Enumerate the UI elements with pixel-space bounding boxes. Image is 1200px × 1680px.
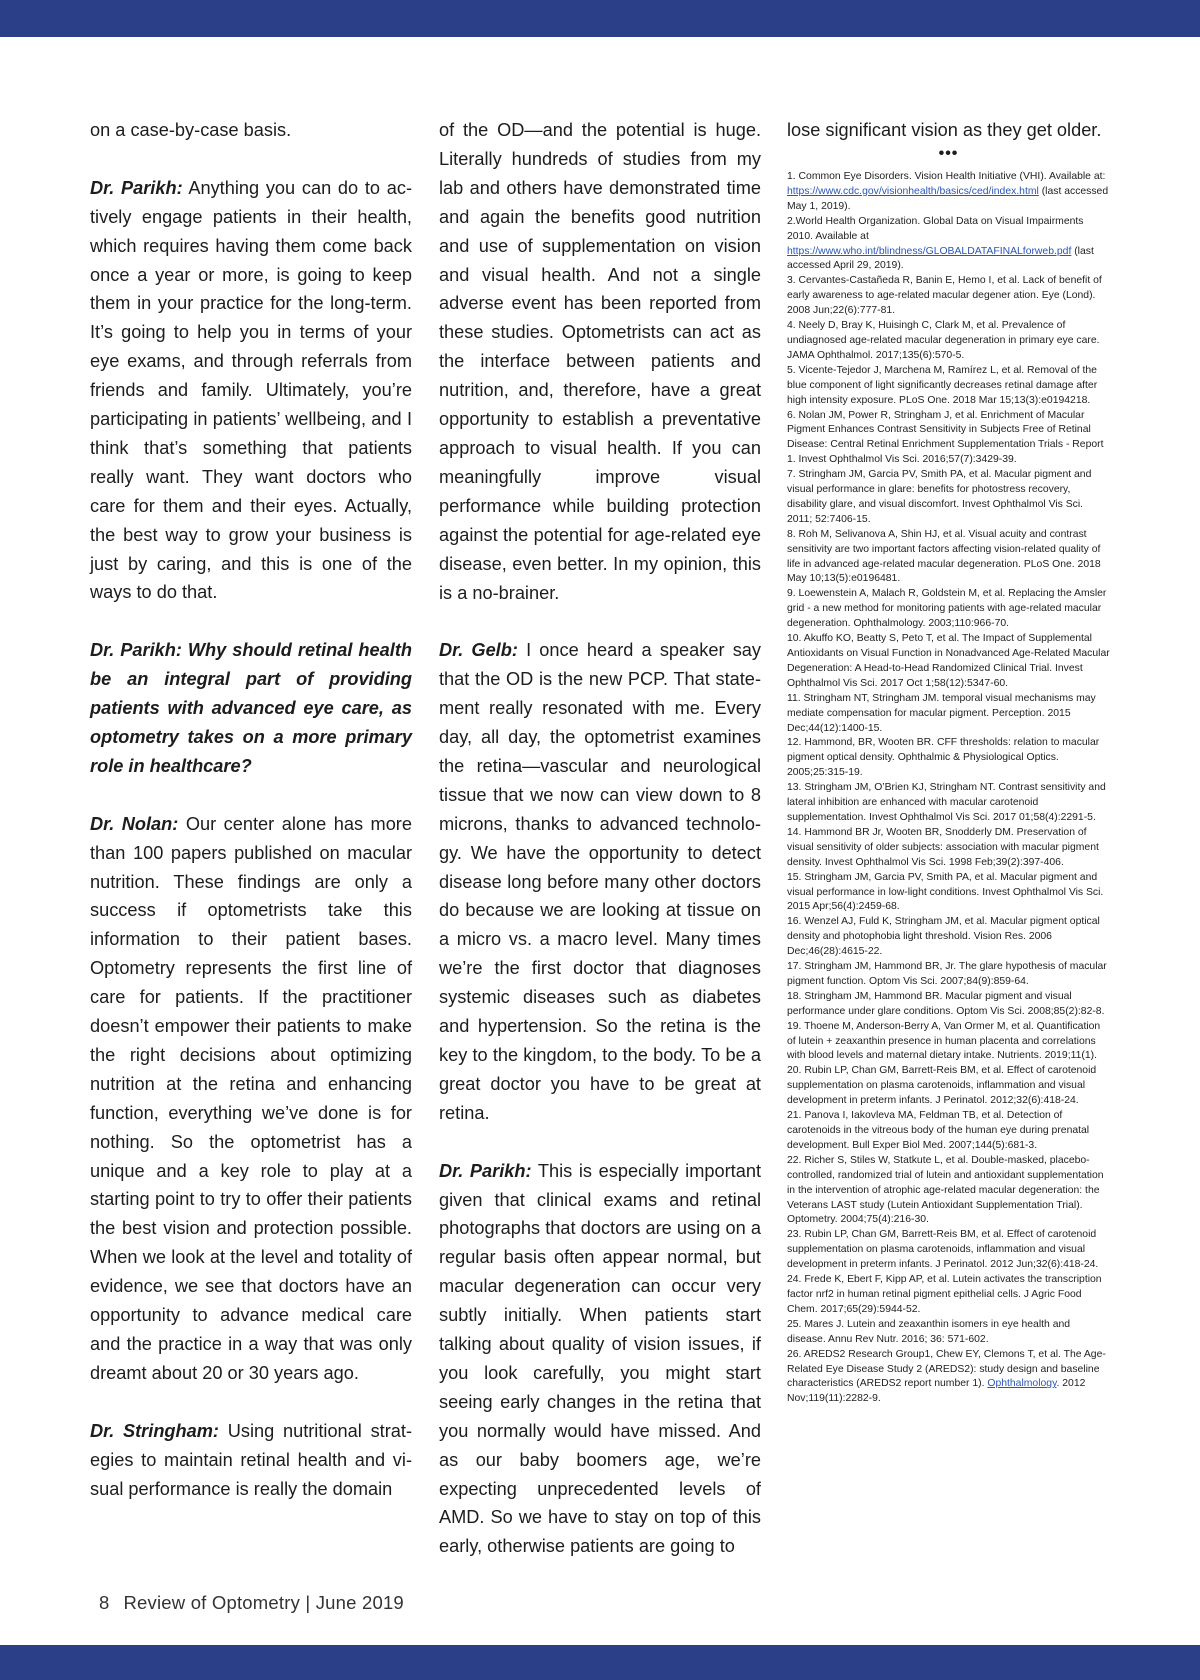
paragraph [90, 116, 412, 145]
section-end-dots: ••• [938, 145, 959, 162]
reference-item: 9. Loewenstein A, Malach R, Goldstein M, et al. Replacing the Amsler grid - a new method for monitoring patients with age-related macular degeneration. Ophthalmology. 2003;110:966-70. [787, 588, 1107, 630]
reference-item: 22. Richer S, Stiles W, Statkute L, et al. Double-masked, placebo-controlled, randomized trial of lutein and antioxidant supplementation in the intervention of atrophic age-related macular degeneration: the Veterans LAST study (Lutein Antioxidant Supplementation Trial). Optometry. 2004;75(4):216-30. [787, 1154, 1104, 1226]
paragraph-text: Our center alone has more than 100 papers published on macular nutrition. These findings are only a success if optometrists take this information to their patient bases. Optometry represents the first line of care for patients. If the practitioner doesn’t empower their patients to make the right decisions about optimizing nutrition at the retina and enhancing function, everything we’ve done is for nothing. So the optometrist has a unique and a key role to play at a starting point to try to offer their patients the best vision and protection possible. When we look at the level and totality of evidence, we see that doctors have an opportunity to advance medical care and the practice in a way that was only dreamt about 20 or 30 years ago. [90, 813, 412, 1383]
reference-item: 20. Rubin LP, Chan GM, Barrett-Reis BM, et al. Effect of carotenoid supplementation on plasma carotenoids, inflammation and visual development in preterm infants. J Perinatol. 2012;32(6):418-24. [787, 1065, 1097, 1107]
column-1 [90, 116, 412, 1503]
paragraph [439, 636, 761, 1127]
publication-name: Review of Optometry | June 2019 [123, 1592, 404, 1613]
paragraph [439, 1157, 761, 1562]
paragraph-text: Using nutritional strategies to maintain retinal health and visual performance is really the domain [90, 1420, 413, 1499]
reference-item: 17. Stringham JM, Hammond BR, Jr. The glare hypothesis of macular pigment function. Optom Vis Sci. 2007;84(9):859-64. [787, 961, 1107, 987]
top-banner-bar [0, 0, 1200, 37]
reference-item: 19. Thoene M, Anderson-Berry A, Van Ormer M, et al. Quantification of lutein + zeaxanthin presence in human placenta and correlations with blood levels and maternal dietary intake. Nutrients. 2019;11(1). [787, 1020, 1101, 1062]
interview-question: Dr. Parikh: Why should retinal health be an integral part of providing patients with advanced eye care, as optometry takes on a more primary role in healthcare? [90, 640, 412, 776]
paragraph-text: of the OD—and the potential is huge. Literally hundreds of studies from my lab and others have demonstrated time and again the benefits good nutrition and use of supplementation on vision and visual health. And not a single adverse event has been reported from these studies. Optometrists can act as the interface between patients and nutrition, and, therefore, have a great opportunity to establish a preventative approach to visual health. If you can meaningfully improve visual performance while building protection against the potential for age-related eye disease, even better. In my opinion, this is a no-brainer. [439, 120, 761, 603]
column-3 [787, 116, 1110, 1407]
bottom-banner-bar [0, 1645, 1200, 1680]
speaker-name: Dr. Parikh: [439, 1160, 532, 1181]
page-footer [99, 1592, 404, 1614]
page-number: 8 [99, 1592, 110, 1613]
reference-item: 8. Roh M, Selivanova A, Shin HJ, et al. Visual acuity and contrast sensitivity are two important factors affecting vision-related quality of life in advanced age-related macular degeneration. PLoS One. 2018 May 10;13(5):e0196481. [787, 528, 1101, 585]
speaker-name: Dr. Stringham: [90, 1420, 219, 1441]
reference-item: 24. Frede K, Ebert F, Kipp AP, et al. Lutein activates the transcription factor nrf2 in human retinal pigment epithelial cells. J Agric Food Chem. 2017;65(29):5944-52. [787, 1274, 1102, 1315]
reference-item: 16. Wenzel AJ, Fuld K, Stringham JM, et al. Macular pigment optical density and photophobia light threshold. Vision Res. 2006 Dec;46(28):4615-22. [787, 916, 1100, 958]
reference-item: 25. Mares J. Lutein and zeaxanthin isomers in eye health and disease. Annu Rev Nutr. 2016; 36: 571-602. [787, 1318, 1071, 1345]
reference-item: 6. Nolan JM, Power R, Stringham J, et al. Enrichment of Macular Pigment Enhances Contrast Sensitivity in Subjects Free of Retinal Disease: Central Retinal Enrichment Supplementation Trials - Report 1. Invest Ophthalmol Vis Sci. 2016;57(7):3429-39. [787, 409, 1104, 466]
reference-item: 5. Vicente-Tejedor J, Marchena M, Ramírez L, et al. Removal of the blue component of light significantly decreases retinal damage after high intensity exposure. PLoS One. 2018 Mar 15;13(3):e0194218. [787, 364, 1098, 406]
reference-item: 4. Neely D, Bray K, Huisingh C, Clark M, et al. Prevalence of undiagnosed age-related macular degeneration in primary eye care. JAMA Ophthalmol. 2017;135(6):570-5. [787, 320, 1100, 361]
paragraph-text: Anything you can do to actively engage patients in their health, which requires having them come back once a year or more, is going to keep them in your practice for the long-term. It’s going to help you in terms of your eye exams, and through referrals from friends and family. Ultimately, you’re participating in patients’ wellbeing, and I think that’s something that patients really want. They want doctors who care for them and their eyes. Actually, the best way to grow your business is just by caring, and this is one of the ways to do that. [90, 177, 412, 603]
paragraph-text: This is especially important given that clinical exams and retinal photographs that doctors are using on a regular basis often appear normal, but macular degeneration can occur very subtly initially. When patients start talking about quality of vision issues, if you look carefully, you might start seeing early changes in the retina that you normally would have missed. And as our baby boomers age, we’re expecting unprecedented levels of AMD. So we have to stay on top of this early, otherwise patients are going to [439, 1160, 761, 1557]
paragraph [90, 810, 412, 1388]
reference-item: 13. Stringham JM, O’Brien KJ, Stringham NT. Contrast sensitivity and lateral inhibition are enhanced with macular carotenoid supplementation. Invest Ophthalmol Vis Sci. 2017 01;58(4):2291-5. [787, 782, 1106, 823]
paragraph [439, 116, 761, 607]
reference-item: 3. Cervantes-Castañeda R, Banin E, Hemo I, et al. Lack of benefit of early awareness to age-related macular degener ation. Eye (Lond). 2008 Jun;22(6):777-81. [787, 275, 1102, 317]
paragraph-text: I once heard a speaker say that the OD is the new PCP. That statement really resonated with me. Every day, all day, the optometrist examines the retina—vascular and neurological tissue that we now can view down to 8 microns, thanks to advanced technology. We have the opportunity to detect disease long before many other doctors do because we are looking at tissue on a micro vs. a macro level. Many times we’re the first doctor that diagnoses systemic diseases such as diabetes and hypertension. So the retina is the key to the kingdom, to the body. To be a great doctor you have to be great at retina. [439, 640, 761, 1123]
reference-link[interactable]: https://www.who.int/blindness/GLOBALDATAFINALforweb.pdf [787, 245, 1072, 257]
paragraph-text: on a case-by-case basis. [90, 120, 292, 140]
paragraph [90, 1417, 412, 1504]
reference-item: 26. AREDS2 Research Group1, Chew EY, Clemons T, et al. The Age-Related Eye Disease Study 2 (AREDS2): study design and baseline characteristics (AREDS2 report number 1). Ophthalmology. 2012 Nov;119(11):2282-9. [787, 1348, 1106, 1405]
speaker-name: Dr. Nolan: [90, 813, 179, 834]
reference-link[interactable]: Ophthalmology [987, 1378, 1057, 1390]
reference-item: 12. Hammond, BR, Wooten BR. CFF thresholds: relation to macular pigment optical density. Ophthalmic & Physiological Optics. 2005;25:315-19. [787, 737, 1100, 779]
reference-item: 1. Common Eye Disorders. Vision Health Initiative (VHI). Available at: https://www.cdc.gov/visionhealth/basics/ced/index.html (last accessed May 1, 2019). [787, 171, 1109, 212]
paragraph-text: lose significant vision as they get older. [787, 120, 1102, 140]
reference-item: 10. Akuffo KO, Beatty S, Peto T, et al. The Impact of Supplemental Antioxidants on Visual Function in Nonadvanced Age-Related Macular Degeneration: A Head-to-Head Randomized Clinical Trial. Invest Ophthalmol Vis Sci. 2017 Oct 1;58(12):5347-60. [787, 633, 1110, 689]
reference-item: 21. Panova I, Iakovleva MA, Feldman TB, et al. Detection of carotenoids in the vitreous body of the human eye during prenatal development. Bull Exper Biol Med. 2007;144(5):681-3. [787, 1110, 1090, 1151]
paragraph [90, 174, 412, 608]
speaker-name: Dr. Gelb: [439, 640, 518, 661]
column-2 [439, 116, 761, 1561]
speaker-name: Dr. Parikh: [90, 177, 183, 198]
reference-item: 23. Rubin LP, Chan GM, Barrett-Reis BM, et al. Effect of carotenoid supplementation on plasma carotenoids, inflammation and visual development in preterm infants. J Perinatol. 2012 Jun;32(6):418-24. [787, 1229, 1099, 1271]
reference-link[interactable]: https://www.cdc.gov/visionhealth/basics/ced/index.html [787, 185, 1039, 197]
reference-item: 2.World Health Organization. Global Data on Visual Impairments 2010. Available at https://www.who.int/blindness/GLOBALDATAFINALforweb.pdf (last accessed April 29, 2019). [787, 215, 1094, 272]
reference-item: 18. Stringham JM, Hammond BR. Macular pigment and visual performance under glare conditions. Optom Vis Sci. 2008;85(2):82-8. [787, 990, 1105, 1017]
reference-item: 14. Hammond BR Jr, Wooten BR, Snodderly DM. Preservation of visual sensitivity of older subjects: association with macular pigment density. Invest Ophthalmol Vis Sci. 1998 Feb;39(2):397-406. [787, 826, 1099, 868]
references-list [787, 170, 1110, 1407]
reference-item: 7. Stringham JM, Garcia PV, Smith PA, et al. Macular pigment and visual performance in glare: benefits for photostress recovery, disability glare, and visual discomfort. Invest Ophthalmol Vis Sci. 2011; 52:7406-15. [787, 469, 1092, 525]
reference-item: 15. Stringham JM, Garcia PV, Smith PA, et al. Macular pigment and visual performance in low-light conditions. Invest Ophthalmol Vis Sci. 2015 Apr;56(4):2459-68. [787, 871, 1104, 913]
reference-item: 11. Stringham NT, Stringham JM. temporal visual mechanisms may mediate compensation for macular pigment. Perception. 2015 Dec;44(12):1400-15. [787, 692, 1096, 734]
